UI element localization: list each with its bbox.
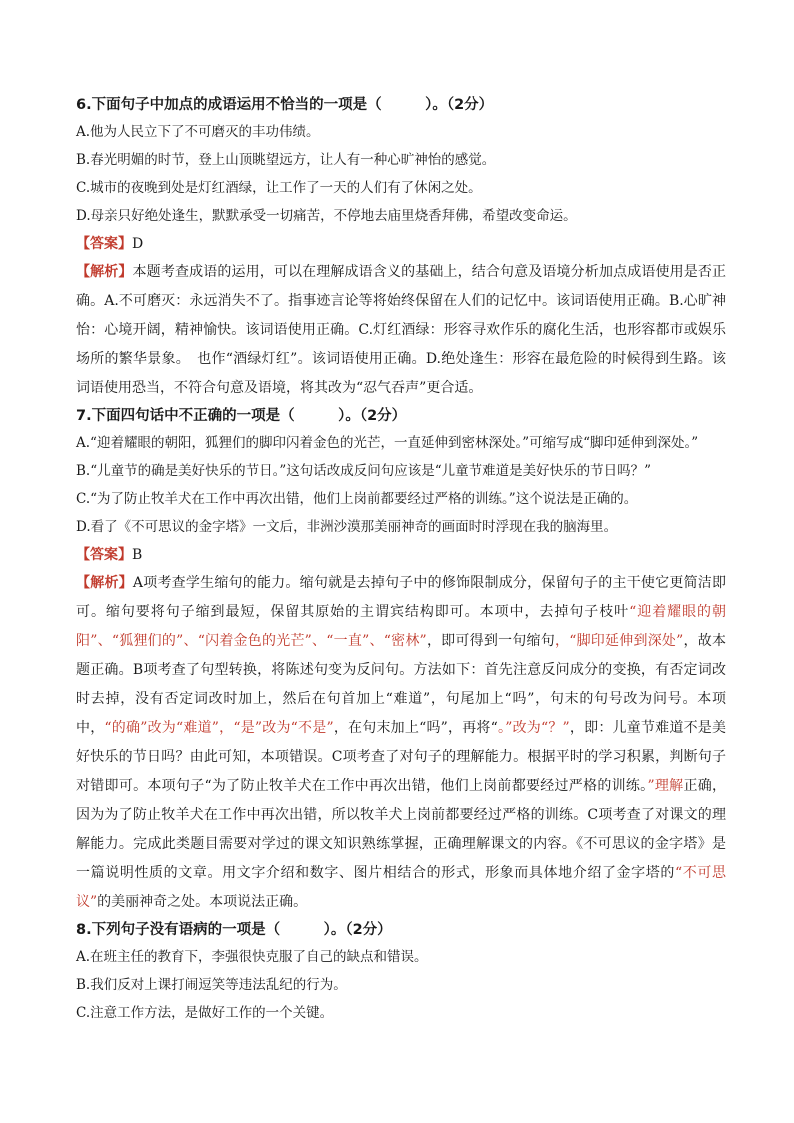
explanation-tag: 【解析】 bbox=[76, 264, 133, 280]
q7-answer bbox=[76, 541, 726, 569]
q7-exp-highlight-4: 。”改为“？” bbox=[497, 720, 570, 736]
q7-exp-part-7: 的美丽神奇之处。本项说法正确。 bbox=[97, 894, 308, 910]
q7-option-c: C.“为了防止牧羊犬在工作中再次出错，他们上岗前都要经过严格的训练。”这个说法是正确的。 bbox=[76, 491, 638, 507]
q8-option-a: A.在班主任的教育下，李强很快克服了自己的缺点和错误。 bbox=[76, 949, 428, 965]
q7-exp-highlight-3: “的确”改为“难道”，“是”改为“不是” bbox=[104, 720, 334, 736]
question-8-title: 8.下列句子没有语病的一项是（ ）。（2分） bbox=[76, 922, 392, 938]
q8-option-b: B.我们反对上课打闹逗笑等违法乱纪的行为。 bbox=[76, 977, 347, 993]
q7-option-d: D.看了《不可思议的金字塔》一文后，非洲沙漠那美丽神奇的画面时时浮现在我的脑海里。 bbox=[76, 519, 618, 535]
q6-option-c: C.城市的夜晚到处是灯红酒绿，让工作了一天的人们有了休闲之处。 bbox=[76, 180, 482, 196]
q8-option-c: C.注意工作方法，是做好工作的一个关键。 bbox=[76, 1005, 334, 1021]
q7-exp-part-5: ，即：儿童节难道不是美好快乐的节日吗？由此可知，本项错误。C项考查了对句子的理解能力。根据平时的学习积累，判断句子对错即可。本项句子“为了防止牧羊犬在工作中再次出错，他们上岗前都要经过严格的训练。 bbox=[76, 720, 726, 794]
q7-exp-highlight-6: “不可思议” bbox=[76, 865, 726, 910]
document-page bbox=[76, 92, 726, 1027]
answer-tag: 【答案】 bbox=[76, 236, 132, 252]
q7-explanation bbox=[76, 569, 726, 917]
q7-exp-part-1: A项考查学生缩句的能力。缩句就是去掉句子中的修饰限制成分，保留句子的主干使它更简洁即可。缩句要将句子缩到最短，保留其原始的主谓宾结构即可。本项中，去掉句子枝叶 bbox=[76, 575, 727, 620]
q7-option-a: A.“迎着耀眼的朝阳，狐狸们的脚印闪着金色的光芒，一直延伸到密林深处。”可缩写成“脚印延伸到深处。” bbox=[76, 435, 699, 451]
q6-explanation bbox=[76, 258, 726, 403]
q7-answer-value: B bbox=[132, 547, 143, 563]
q6-answer bbox=[76, 230, 726, 258]
q7-exp-part-4: ，在句末加上“吗”，再将“ bbox=[333, 720, 498, 736]
answer-tag: 【答案】 bbox=[76, 547, 132, 563]
q6-answer-value: D bbox=[132, 236, 144, 252]
explanation-tag: 【解析】 bbox=[76, 575, 133, 591]
q7-option-b: B.“儿童节的确是美好快乐的节日。”这句话改成反问句应该是“儿童节难道是美好快乐的节日吗？” bbox=[76, 463, 652, 479]
q6-option-a: A.他为人民立下了不可磨灭的丰功伟绩。 bbox=[76, 124, 320, 140]
q7-exp-highlight-2: ，“脚印延伸到深处” bbox=[554, 633, 684, 649]
q7-exp-highlight-5: ”理解 bbox=[647, 778, 684, 794]
question-6-title: 6.下面句子中加点的成语运用不恰当的一项是（ ）。（2分） bbox=[76, 97, 494, 113]
q7-exp-highlight-1: “迎着耀眼的朝阳”、“狐狸们的”、“闪着金色的光芒”、“一直”、“密林” bbox=[76, 604, 726, 649]
q6-explanation-text: 本题考查成语的运用，可以在理解成语含义的基础上，结合句意及语境分析加点成语使用是否正确。A.不可磨灭：永远消失不了。指事迹言论等将始终保留在人们的记忆中。该词语使用正确。B.心旷神怡：心境开阔，精神愉快。该词语使用正确。C.灯红酒绿：形容寻欢作乐的腐化生活，也形容都市或娱乐场所的繁华景象。 也作“酒绿灯红”。该词语使用正确。D.绝处逢生：形容在最危险的时候得到生路。该词语使用恐当，不符合句意及语境，将其改为“忍气吞声”更合适。 bbox=[76, 264, 727, 396]
q7-exp-part-6: 正确，因为为了防止牧羊犬在工作中再次出错，所以牧羊犬上岗前都要经过严格的训练。C项考查了对课文的理解能力。完成此类题目需要对学过的课文知识熟练掌握，正确理解课文的内容。《不可思议的金字塔》是一篇说明性质的文章。用文字介绍和数字、图片相结合的形式，形象而具体地介绍了金字塔的 bbox=[76, 778, 726, 881]
q7-exp-part-3: ，故本题正确。B项考查了句型转换，将陈述句变为反问句。方法如下：首先注意反问成分的变换，有否定词改时去掉，没有否定词改时加上，然后在句首加上“难道”，句尾加上“吗”，句末的句号改为问号。本项中， bbox=[76, 633, 726, 736]
q6-option-d: D.母亲只好绝处逢生，默默承受一切痛苦，不停地去庙里烧香拜佛，希望改变命运。 bbox=[76, 208, 577, 224]
q6-option-b: B.春光明媚的时节，登上山顶眺望远方，让人有一种心旷神怡的感觉。 bbox=[76, 152, 496, 168]
q7-exp-part-2: ，即可得到一句缩句 bbox=[426, 633, 555, 649]
question-7-title: 7.下面四句话中不正确的一项是（ ）。（2分） bbox=[76, 408, 407, 424]
